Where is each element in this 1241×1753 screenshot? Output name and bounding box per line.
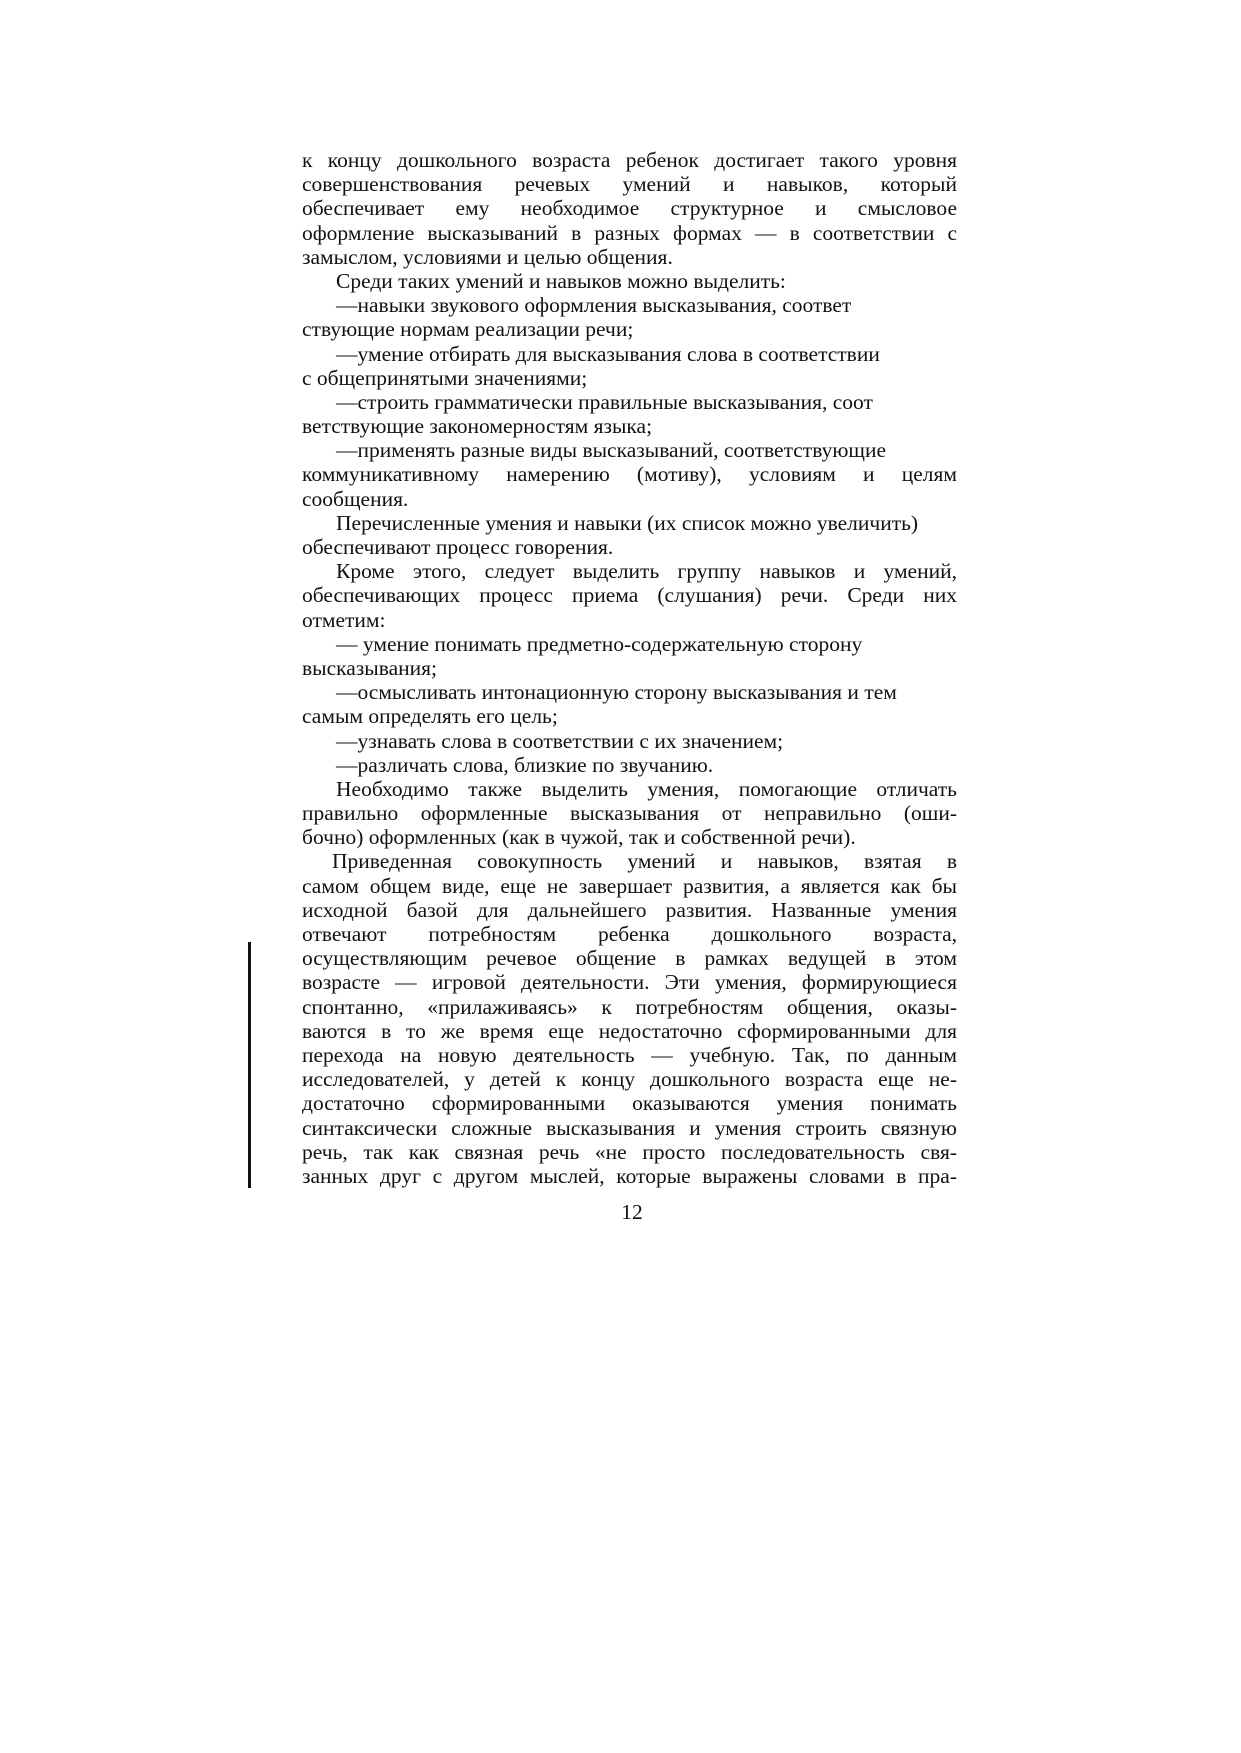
- text-line: самом общем виде, еще не завершает развития, а является как бы: [302, 873, 957, 898]
- text-line: Перечисленные умения и навыки (их список можно увеличить): [336, 510, 919, 535]
- text-line: синтаксически сложные высказывания и умения строить связную: [302, 1115, 957, 1140]
- text-line: —различать слова, близкие по звучанию.: [336, 752, 714, 777]
- text-line: —применять разные виды высказываний, соответствующие: [336, 438, 887, 463]
- text-line: Кроме этого, следует выделить группу навыков и умений,: [336, 559, 957, 584]
- text-line: Необходимо также выделить умения, помогающие отличать: [336, 776, 957, 801]
- text-line: сообщения.: [302, 486, 409, 511]
- text-line: с общепринятыми значениями;: [302, 365, 588, 390]
- text-line: коммуникативному намерению (мотиву), условиям и целям: [302, 462, 957, 487]
- text-line: возрасте — игровой деятельности. Эти умения, формирующиеся: [302, 970, 957, 995]
- text-line: совершенствования речевых умений и навыков, который: [302, 172, 957, 197]
- text-line: перехода на новую деятельность — учебную. Так, по данным: [302, 1042, 957, 1067]
- text-line: ваются в то же время еще недостаточно сформированными для: [302, 1018, 957, 1043]
- text-line: отвечают потребностям ребенка дошкольного возраста,: [302, 922, 957, 946]
- text-line: бочно) оформленных (как в чужой, так и собственной речи).: [302, 825, 856, 850]
- text-line: обеспечивает ему необходимое структурное и смысловое: [302, 196, 957, 221]
- text-line: —навыки звукового оформления высказывания, соответ: [336, 293, 852, 318]
- text-line: —узнавать слова в соответствии с их значением;: [336, 728, 784, 753]
- text-line: речь, так как связная речь «не просто последовательность свя-: [302, 1139, 957, 1164]
- text-line: правильно оформленные высказывания от неправильно (оши-: [302, 801, 957, 826]
- text-line: занных друг с другом мыслей, которые выражены словами в пра-: [302, 1163, 957, 1188]
- text-line: достаточно сформированными оказываются умения понимать: [302, 1091, 957, 1116]
- text-line: —умение отбирать для высказывания слова в соответствии: [336, 341, 880, 366]
- text-line: спонтанно, «прилаживаясь» к потребностям общения, оказы-: [302, 994, 957, 1019]
- text-line: осуществляющим речевое общение в рамках ведущей в этом: [302, 946, 957, 971]
- text-line: —осмысливать интонационную сторону высказывания и тем: [336, 680, 897, 705]
- text-line: к концу дошкольного возраста ребенок достигает такого уровня: [302, 148, 957, 172]
- text-line: самым определять его цель;: [302, 704, 558, 729]
- text-line: отметим:: [302, 607, 386, 632]
- text-line: обеспечивают процесс говорения.: [302, 535, 614, 559]
- page-number: 12: [621, 1200, 643, 1224]
- text-line: обеспечивающих процесс приема (слушания) речи. Среди них: [302, 583, 957, 608]
- text-line: высказывания;: [302, 655, 438, 680]
- body-text: [302, 148, 957, 1188]
- text-line: оформление высказываний в разных формах — в соответствии с: [302, 220, 957, 245]
- margin-bar: [248, 942, 251, 1188]
- text-line: ствующие нормам реализации речи;: [302, 317, 634, 342]
- text-line: — умение понимать предметно-содержательную сторону: [336, 631, 863, 656]
- text-line: —строить грамматически правильные высказывания, соот: [336, 389, 873, 414]
- text-line: ветствующие закономерностям языка;: [302, 414, 653, 439]
- text-line: исследователей, у детей к концу дошкольного возраста еще не-: [302, 1067, 957, 1092]
- text-line: Приведенная совокупность умений и навыков, взятая в: [332, 849, 957, 874]
- text-line: замыслом, условиями и целью общения.: [302, 244, 673, 269]
- text-line: Среди таких умений и навыков можно выделить:: [336, 268, 786, 293]
- text-line: исходной базой для дальнейшего развития. Названные умения: [302, 897, 957, 922]
